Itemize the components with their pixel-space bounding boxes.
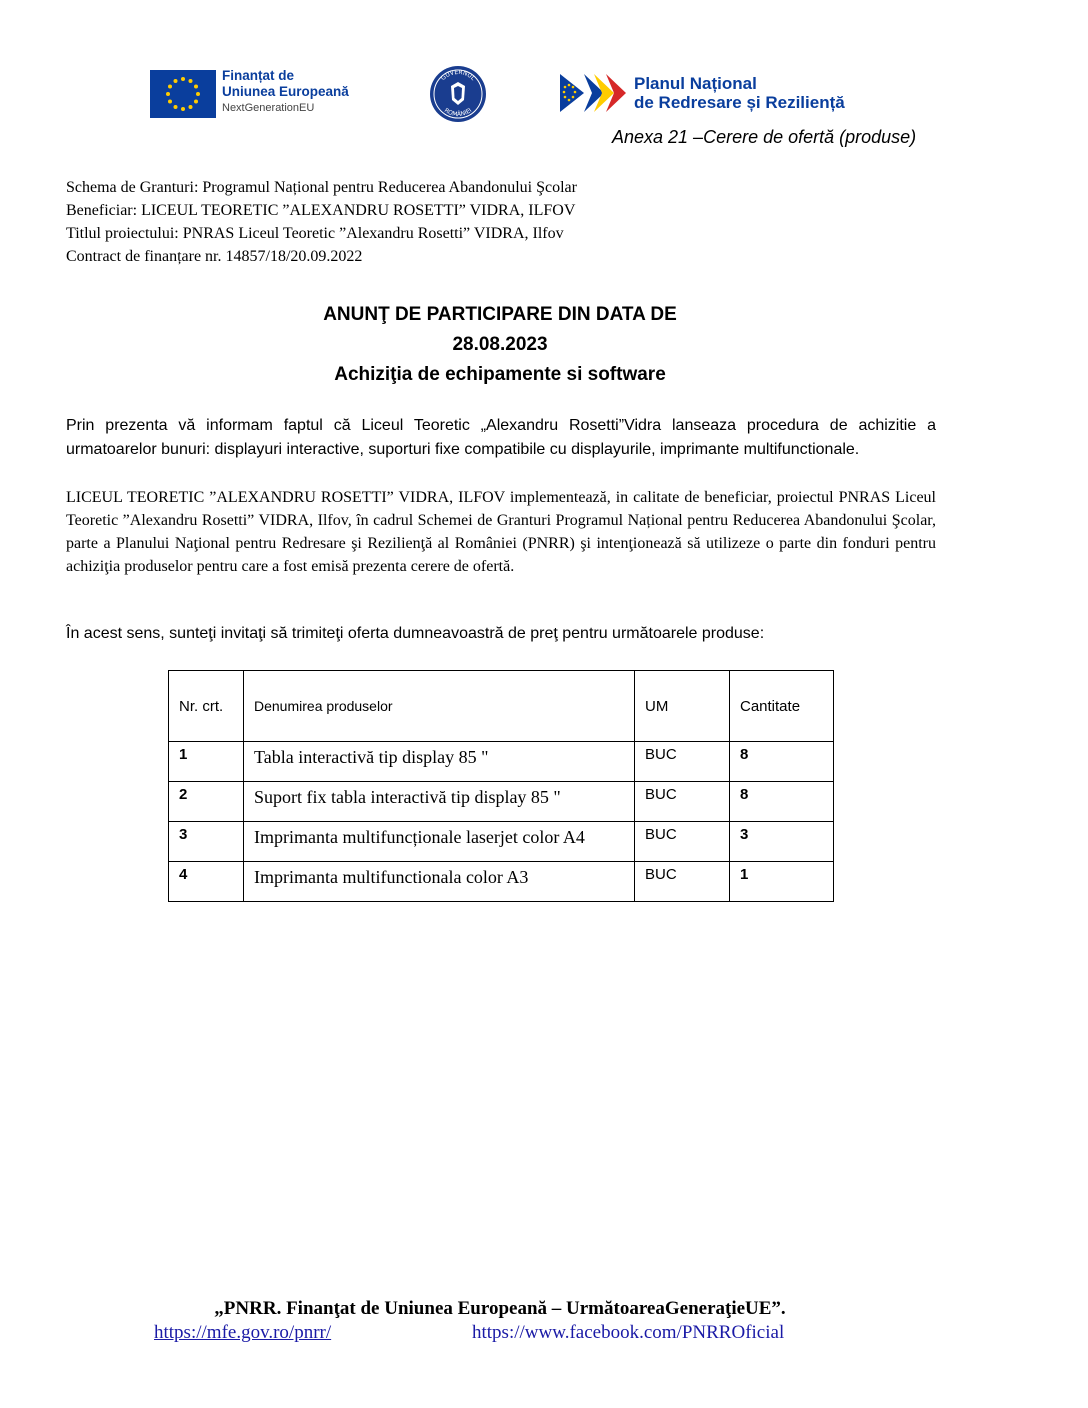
document-title xyxy=(0,300,1000,390)
beneficiary-paragraph: LICEUL TEORETIC ”ALEXANDRU ROSETTI” VIDRA, ILFOV implementează, in calitate de beneficiar, proiectul PNRAS Liceul Teoretic ”Alexandru Rosetti” VIDRA, Ilfov, în cadrul Schemei de Granturi Programul Național pentru Reducerea Abandonului Şcolar, parte a Planului Naţional pentru Redresare şi Rezilienţă al României (PNRR) şi intenţionează să utilizeze o parte din fonduri pentru achiziţia produselor pentru care a fost emisă prezenta cerere de ofertă. xyxy=(66,489,936,575)
footer-link-mfe[interactable]: https://mfe.gov.ro/pnrr/ xyxy=(154,1322,332,1343)
title-line-1: ANUNŢ DE PARTICIPARE DIN DATA DE xyxy=(323,304,677,325)
row-product-name: Imprimanta multifuncționale laserjet color A4 xyxy=(244,822,635,862)
footer-slogan: „PNRR. Finanţat de Uniunea Europeană – UrmătoareaGeneraţieUE”. xyxy=(214,1298,786,1319)
meta-contract: Contract de finanțare nr. 14857/18/20.09.2022 xyxy=(66,248,363,265)
row-quantity: 3 xyxy=(730,822,834,862)
title-date: 28.08.2023 xyxy=(452,334,548,355)
table-row xyxy=(169,862,834,902)
eu-logo-line-1: Finanțat de xyxy=(222,68,295,83)
header-um: UM xyxy=(635,671,730,742)
row-nr: 1 xyxy=(169,742,244,782)
table-row xyxy=(169,822,834,862)
footer-link-facebook[interactable]: https://www.facebook.com/PNRROficial xyxy=(472,1322,785,1343)
pnrr-logo-text xyxy=(634,74,845,112)
row-um: BUC xyxy=(635,822,730,862)
eu-logo-text xyxy=(222,68,349,116)
row-um: BUC xyxy=(635,782,730,822)
svg-text:ROMÂNIEI: ROMÂNIEI xyxy=(442,106,474,119)
row-product-name: Imprimanta multifunctionala color A3 xyxy=(244,862,635,902)
row-nr: 4 xyxy=(169,862,244,902)
header-product-name: Denumirea produselor xyxy=(244,671,635,742)
row-quantity: 8 xyxy=(730,742,834,782)
products-table xyxy=(168,670,834,902)
table-header-row xyxy=(169,671,834,742)
row-quantity: 8 xyxy=(730,782,834,822)
table-row xyxy=(169,782,834,822)
invitation-paragraph: În acest sens, sunteţi invitaţi să trimiteţi oferta dumneavoastră de preţ pentru următoarele produse: xyxy=(66,625,765,642)
row-quantity: 1 xyxy=(730,862,834,902)
meta-project-title: Titlul proiectului: PNRAS Liceul Teoretic ”Alexandru Rosetti” VIDRA, Ilfov xyxy=(66,225,564,242)
row-um: BUC xyxy=(635,862,730,902)
header-quantity: Cantitate xyxy=(730,671,834,742)
eu-logo-line-3: NextGenerationEU xyxy=(222,102,315,114)
intro-paragraph: Prin prezenta vă informam faptul că Liceul Teoretic „Alexandru Rosetti”Vidra lanseaza procedura de achizitie a urmatoarelor bunuri: displayuri interactive, suporturi fixe compatibile cu displayurile, imprimante multifunctionale. xyxy=(66,417,936,458)
meta-grant-scheme: Schema de Granturi: Programul Național pentru Reducerea Abandonului Şcolar xyxy=(66,179,577,196)
row-nr: 2 xyxy=(169,782,244,822)
pnrr-logo-line-2: de Redresare și Reziliență xyxy=(634,93,845,112)
header-nr: Nr. crt. xyxy=(169,671,244,742)
pnrr-logo-line-1: Planul Național xyxy=(634,74,757,93)
eu-logo-line-2: Uniunea Europeană xyxy=(222,84,349,99)
row-product-name: Tabla interactivă tip display 85 " xyxy=(244,742,635,782)
row-um: BUC xyxy=(635,742,730,782)
table-row xyxy=(169,742,834,782)
romanian-government-seal xyxy=(428,64,488,124)
row-nr: 3 xyxy=(169,822,244,862)
row-product-name: Suport fix tabla interactivă tip display 85 " xyxy=(244,782,635,822)
eu-flag-icon xyxy=(150,70,216,118)
annex-label: Anexa 21 –Cerere de ofertă (produse) xyxy=(612,127,917,147)
project-meta xyxy=(66,176,577,268)
meta-beneficiary: Beneficiar: LICEUL TEORETIC ”ALEXANDRU ROSETTI” VIDRA, ILFOV xyxy=(66,202,576,219)
title-subject: Achiziţia de echipamente si software xyxy=(334,364,666,385)
pnrr-logo-icon xyxy=(560,72,630,114)
svg-text:GUVERNUL: GUVERNUL xyxy=(439,68,477,83)
